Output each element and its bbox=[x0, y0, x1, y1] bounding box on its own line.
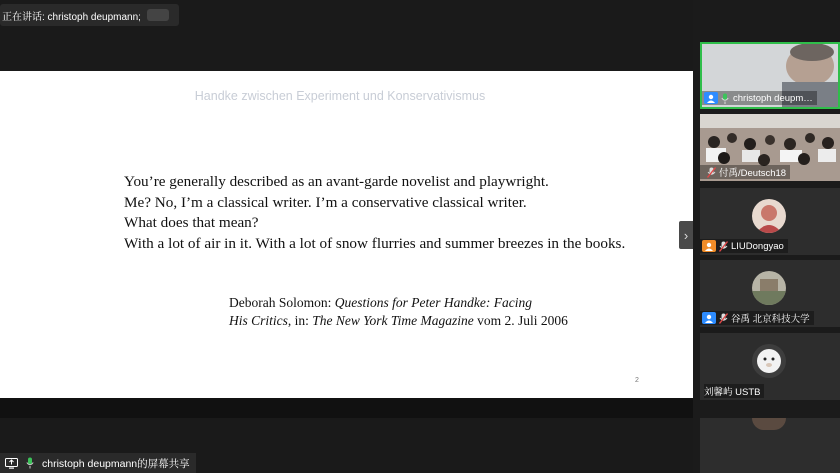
participant-tile[interactable] bbox=[700, 260, 840, 327]
slide-line: Me? No, I’m a classical writer. I’m a conservative classical writer. bbox=[124, 193, 527, 211]
microphone-muted-icon bbox=[706, 166, 716, 178]
slide-line: With a lot of air in it. With a lot of snow flurries and summer breezes in the books. bbox=[124, 234, 626, 252]
microphone-muted-icon bbox=[718, 240, 728, 252]
chevron-right-icon: › bbox=[683, 227, 689, 243]
participant-name: 谷禹 北京科技大学 bbox=[731, 314, 810, 325]
microphone-icon bbox=[720, 92, 730, 104]
slide-line: What does that mean? bbox=[124, 214, 259, 231]
toggle-sidebar-button[interactable] bbox=[679, 221, 693, 249]
slide-body bbox=[124, 172, 644, 254]
participant-tile[interactable] bbox=[700, 188, 840, 255]
participant-name: LIUDongyao bbox=[731, 240, 784, 252]
participant-name-bar bbox=[700, 239, 788, 253]
blurred-info bbox=[147, 9, 169, 21]
citation-title-2: His Critics bbox=[229, 312, 288, 328]
avatar bbox=[752, 418, 786, 430]
participant-gallery bbox=[700, 0, 840, 473]
screen-share-label: christoph deupmann的屏幕共享 bbox=[42, 457, 190, 470]
citation-date: vom 2. Juli 2006 bbox=[473, 312, 568, 328]
active-speaker-label: 正在讲话: christoph deupmann; bbox=[2, 11, 141, 23]
avatar bbox=[752, 344, 786, 378]
slide-title: Handke zwischen Experiment und Konservativismus bbox=[194, 89, 486, 103]
participant-tile[interactable] bbox=[700, 114, 840, 181]
microphone-muted-icon bbox=[718, 312, 728, 324]
slide-page-number: 2 bbox=[635, 377, 639, 384]
participant-tile[interactable] bbox=[700, 333, 840, 400]
user-icon bbox=[704, 92, 718, 104]
screen-share-icon bbox=[4, 457, 18, 469]
citation-author: Deborah Solomon: bbox=[229, 295, 335, 310]
participant-name-bar bbox=[704, 384, 764, 398]
participant-name: christoph deupm… bbox=[733, 92, 813, 104]
participant-name: 付禹/Deutsch18 bbox=[719, 168, 787, 179]
presentation-slide bbox=[0, 71, 693, 398]
share-bottom-strip bbox=[0, 398, 693, 418]
avatar bbox=[752, 271, 786, 305]
citation-title-1: Questions for Peter Handke: Facing bbox=[334, 295, 532, 310]
participant-tile-partial[interactable] bbox=[700, 418, 840, 473]
participant-name-bar bbox=[700, 165, 790, 179]
participant-name: 刘馨屿 USTB bbox=[704, 387, 761, 398]
avatar bbox=[752, 199, 786, 233]
participant-name-bar bbox=[700, 311, 814, 325]
citation-mid: , in: bbox=[287, 312, 313, 328]
active-speaker-indicator bbox=[0, 4, 179, 26]
citation-magazine: The New York Time Magazine bbox=[312, 312, 474, 328]
microphone-icon bbox=[23, 457, 37, 469]
slide-citation bbox=[229, 294, 568, 329]
user-icon bbox=[702, 312, 716, 324]
user-icon bbox=[702, 240, 716, 252]
slide-line: You’re generally described as an avant-garde novelist and playwright. bbox=[124, 173, 549, 190]
screen-share-status[interactable] bbox=[0, 453, 196, 473]
participant-name-bar bbox=[702, 91, 817, 105]
participant-tile[interactable] bbox=[700, 42, 840, 109]
